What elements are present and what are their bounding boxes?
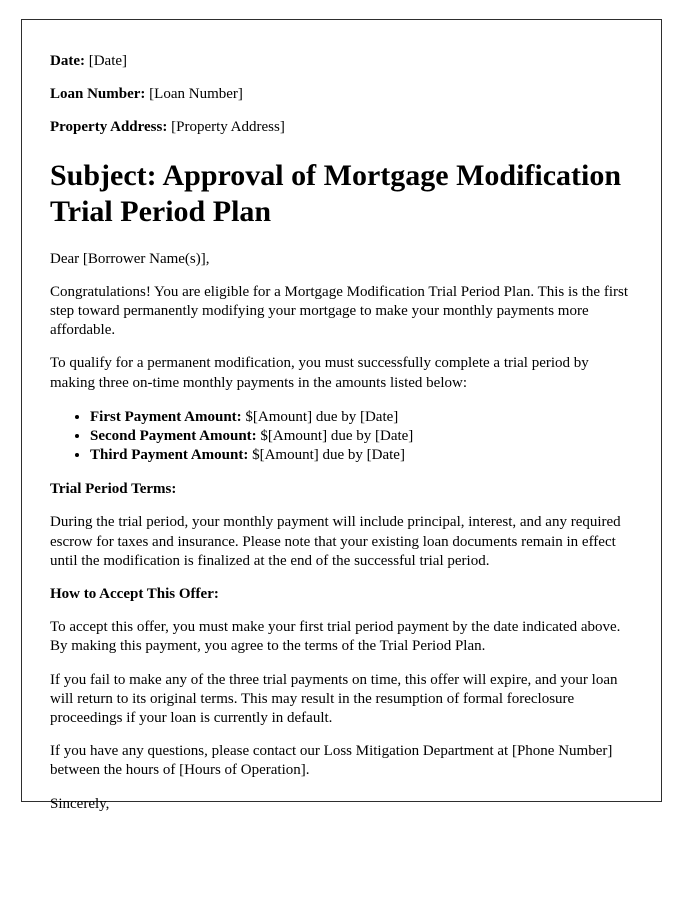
payment-item-second <box>90 427 633 446</box>
payment-second-value: $[Amount] due by [Date] <box>260 427 414 444</box>
property-address-value: [Property Address] <box>171 119 285 136</box>
payment-third-label: Third Payment Amount: <box>90 447 249 464</box>
closing: Sincerely, <box>50 795 110 812</box>
para-failure-consequences: If you fail to make any of the three trial payments on time, this offer will expire, and your loan will return to its original terms. This may result in the resumption of formal foreclosure proceedings if your loan is currently in default. <box>50 671 618 726</box>
salutation: Dear [Borrower Name(s)], <box>50 250 210 267</box>
payment-first-value: $[Amount] due by [Date] <box>245 408 399 425</box>
heading-trial-period-terms: Trial Period Terms: <box>50 481 177 498</box>
loan-number-line <box>50 85 633 104</box>
para-congratulations: Congratulations! You are eligible for a Mortgage Modification Trial Period Plan. This is the first step toward permanently modifying your mortgage to make your monthly payments more affordable. <box>50 283 628 339</box>
payment-item-first <box>90 408 633 427</box>
payment-second-label: Second Payment Amount: <box>90 427 257 444</box>
date-label: Date: <box>50 53 85 69</box>
letter-page <box>21 19 662 812</box>
para-how-to-accept: To accept this offer, you must make your first trial period payment by the date indicated above. By making this payment, you agree to the terms of the Trial Period Plan. <box>50 619 621 655</box>
para-questions: If you have any questions, please contact our Loss Mitigation Department at [Phone Number] between the hours of [Hours of Operation]. <box>50 743 613 779</box>
para-trial-period-terms: During the trial period, your monthly payment will include principal, interest, and any required escrow for taxes and insurance. Please note that your existing loan documents remain in effect until the modification is finalized at the end of the successful trial period. <box>50 514 621 569</box>
payment-item-third <box>90 446 633 465</box>
subject-heading: Subject: Approval of Mortgage Modification Trial Period Plan <box>50 158 622 228</box>
date-value: [Date] <box>88 53 128 69</box>
property-address-line <box>50 118 633 137</box>
loan-number-label: Loan Number: <box>50 86 146 103</box>
heading-how-to-accept: How to Accept This Offer: <box>50 586 219 602</box>
property-address-label: Property Address: <box>50 119 168 136</box>
payment-third-value: $[Amount] due by [Date] <box>252 447 405 464</box>
date-line <box>50 52 633 71</box>
loan-number-value: [Loan Number] <box>149 86 243 103</box>
payment-first-label: First Payment Amount: <box>90 408 242 425</box>
payment-list <box>50 408 633 466</box>
para-qualify: To qualify for a permanent modification, you must successfully complete a trial period by making three on-time monthly payments in the amounts listed below: <box>50 355 589 391</box>
